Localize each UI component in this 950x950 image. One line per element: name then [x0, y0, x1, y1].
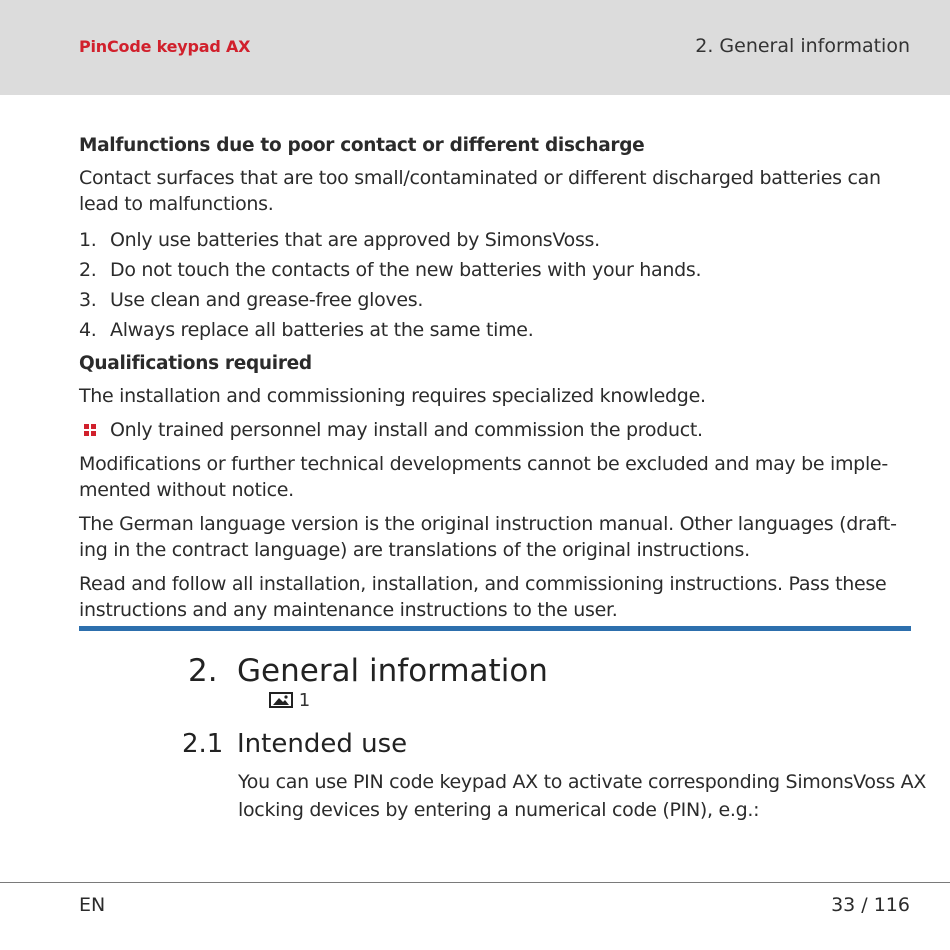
- red-squares-bullet-icon: [84, 424, 97, 437]
- chapter-title: General information: [237, 653, 548, 689]
- language-paragraph: The German language version is the original instruction manual. Other languages (draft-ing in the contract language) are translations of the original instructions.: [79, 513, 897, 561]
- malfunctions-intro: Contact surfaces that are too small/contaminated or different discharged batteries can lead to malfunctions.: [79, 167, 881, 215]
- list-number: 1.: [79, 229, 97, 251]
- list-text: Always replace all batteries at the same time.: [110, 319, 534, 341]
- page-number: 33 / 116: [831, 894, 910, 916]
- list-item: [79, 315, 911, 345]
- malfunctions-steps: [79, 225, 911, 345]
- section-heading-title: Intended use: [237, 729, 408, 759]
- intended-use-text: You can use PIN code keypad AX to activate corresponding SimonsVoss AX locking devices by entering a numerical code (PIN), e.g.:: [238, 771, 927, 821]
- page-content: [79, 133, 911, 631]
- instructions-paragraph: Read and follow all installation, installation, and commissioning instructions. Pass these instructions and any maintenance instructions to the user.: [79, 573, 887, 621]
- list-number: 2.: [79, 259, 97, 281]
- bullet-item: [79, 417, 911, 443]
- section-divider: [79, 626, 911, 631]
- list-text: Use clean and grease-free gloves.: [110, 289, 424, 311]
- list-number: 3.: [79, 289, 97, 311]
- page-header: [0, 0, 950, 95]
- image-icon: [269, 692, 293, 708]
- section-number: 2.1: [182, 729, 224, 759]
- product-name: PinCode keypad AX: [79, 37, 251, 56]
- list-item: [79, 255, 911, 285]
- list-text: Do not touch the contacts of the new batteries with your hands.: [110, 259, 702, 281]
- modifications-paragraph: Modifications or further technical developments cannot be excluded and may be imple-mented without notice.: [79, 453, 888, 501]
- list-item: [79, 225, 911, 255]
- qualifications-intro: The installation and commissioning requires specialized knowledge.: [79, 385, 706, 407]
- section-title: 2. General information: [695, 35, 910, 57]
- bullet-text: Only trained personnel may install and commission the product.: [110, 419, 703, 441]
- footer-divider: [0, 882, 950, 883]
- figure-reference[interactable]: [269, 690, 310, 711]
- footer-language: EN: [79, 894, 106, 916]
- chapter-number: 2.: [188, 653, 218, 689]
- section-heading: [182, 728, 407, 760]
- malfunctions-heading: Malfunctions due to poor contact or different discharge: [79, 135, 645, 156]
- figure-number: 1: [298, 690, 311, 711]
- qualifications-heading: Qualifications required: [79, 353, 312, 374]
- chapter-heading: [188, 653, 548, 689]
- list-number: 4.: [79, 319, 97, 341]
- list-item: [79, 285, 911, 315]
- list-text: Only use batteries that are approved by SimonsVoss.: [110, 229, 600, 251]
